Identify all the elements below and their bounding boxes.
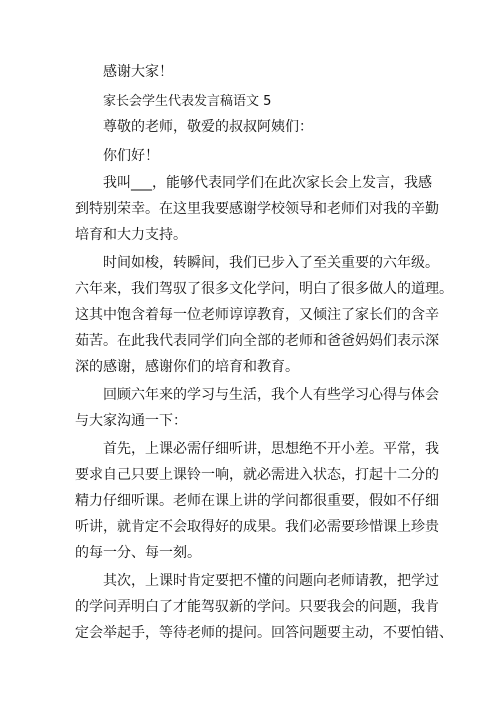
paragraph-line: 的每一分、每一刻。 <box>75 545 201 561</box>
paragraph-line: 首先，上课必需仔细听讲，思想绝不开小差。平常，我 <box>103 441 439 457</box>
paragraph-line: 的学问弄明白了才能驾驭新的学问。只要我会的问题，我肯 <box>75 599 439 615</box>
paragraph-line: 培育和大力支持。 <box>75 227 187 243</box>
paragraph-line: 这其中饱含着每一位老师谆谆教育，又倾注了家长们的含辛 <box>75 307 439 323</box>
paragraph-line: 精力仔细听课。老师在课上讲的学问都很重要，假如不仔细 <box>75 493 439 509</box>
paragraph-line: 时间如梭，转瞬间，我们已步入了至关重要的六年级。 <box>103 255 439 271</box>
paragraph-line: 茹苦。在此我代表同学们向全部的老师和爸爸妈妈们表示深 <box>75 333 439 349</box>
paragraph-line: 我叫___，能够代表同学们在此次家长会上发言，我感 <box>103 175 432 191</box>
paragraph-line: 回顾六年来的学习与生活，我个人有些学习心得与体会 <box>103 387 439 403</box>
salutation: 尊敬的老师，敬爱的叔叔阿姨们： <box>103 119 313 135</box>
paragraph-line: 到特别荣幸。在这里我要感谢学校领导和老师们对我的辛勤 <box>75 201 439 217</box>
section-title: 家长会学生代表发言稿语文 5 <box>103 94 272 109</box>
paragraph-line: 与大家沟通一下： <box>75 413 187 429</box>
paragraph-line: 听讲，就肯定不会取得好的成果。我们必需要珍惜课上珍贵 <box>75 519 439 535</box>
closing-thanks: 感谢大家！ <box>103 64 173 80</box>
paragraph-line: 深的感谢，感谢你们的培育和教育。 <box>75 359 299 375</box>
greeting: 你们好！ <box>103 148 159 164</box>
paragraph-line: 其次，上课时肯定要把不懂的问题向老师请教，把学过 <box>103 573 439 589</box>
paragraph-line: 要求自己只要上课铃一响，就必需进入状态，打起十二分的 <box>75 467 439 483</box>
paragraph-line: 定会举起手，等待老师的提问。回答问题要主动，不要怕错、 <box>75 625 453 641</box>
paragraph-line: 六年来，我们驾驭了很多文化学问，明白了很多做人的道理。 <box>75 281 453 297</box>
